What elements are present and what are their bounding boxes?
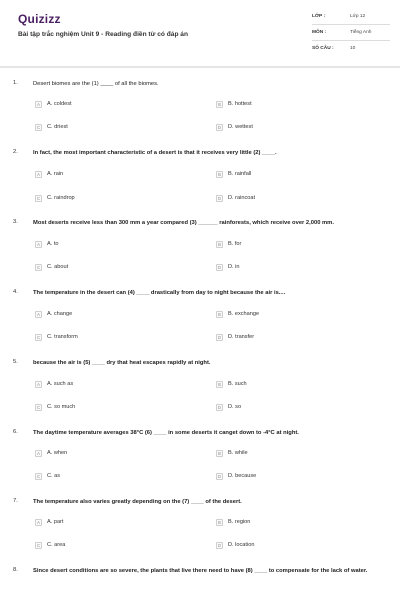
option-b[interactable] bbox=[216, 239, 241, 249]
question-text: In fact, the most important characteristic of a desert is that it receives very little (2) ____. bbox=[33, 150, 277, 156]
option-text: D. in bbox=[228, 264, 240, 270]
option-d[interactable] bbox=[216, 402, 241, 412]
option-key: B bbox=[216, 311, 223, 318]
worksheet-header bbox=[0, 0, 400, 60]
option-c[interactable] bbox=[35, 262, 68, 272]
option-key: D bbox=[217, 542, 222, 548]
question-number: 6. bbox=[13, 429, 18, 435]
worksheet-meta bbox=[312, 9, 390, 56]
option-text: B. exchange bbox=[228, 311, 260, 317]
option-key: C bbox=[36, 404, 41, 410]
option-text: D. location bbox=[228, 542, 255, 548]
option-text: D. transfer bbox=[228, 334, 255, 340]
option-d[interactable] bbox=[216, 332, 254, 342]
option-text: C. so much bbox=[47, 404, 76, 410]
option-b[interactable] bbox=[216, 309, 259, 319]
option-a[interactable] bbox=[35, 379, 73, 389]
option-key: C bbox=[36, 195, 41, 201]
option-d[interactable] bbox=[216, 262, 240, 272]
worksheet-title: Bài tập trắc nghiệm Unit 9 - Reading điền từ có đáp án bbox=[18, 31, 189, 38]
question-text: Since desert conditions are so severe, the plants that live there need to have (8) ____ to compensate for the lack of water. bbox=[33, 568, 368, 574]
option-key: A bbox=[35, 381, 42, 388]
option-key: A bbox=[35, 311, 42, 318]
option-text: C. transform bbox=[47, 334, 78, 340]
meta-row-class bbox=[312, 9, 390, 25]
question-text: The temperature also varies greatly depending on the (7) ____ of the desert. bbox=[33, 499, 242, 505]
option-text: C. as bbox=[47, 473, 61, 479]
option-a[interactable] bbox=[35, 99, 72, 109]
option-key: C bbox=[36, 473, 41, 479]
option-a[interactable] bbox=[35, 169, 63, 179]
question-text: The daytime temperature averages 38°C (6) ____ in some deserts it canget down to -4°C at night. bbox=[33, 430, 299, 436]
option-key: A bbox=[35, 171, 42, 178]
meta-label: LỚP : bbox=[312, 14, 326, 19]
option-d[interactable] bbox=[216, 122, 253, 132]
option-text: B. hottest bbox=[228, 101, 252, 107]
option-key: C bbox=[36, 542, 41, 548]
option-key: B bbox=[216, 241, 223, 248]
option-d[interactable] bbox=[216, 471, 256, 481]
option-b[interactable] bbox=[216, 379, 247, 389]
option-text: B. region bbox=[228, 519, 251, 525]
option-key: C bbox=[36, 264, 41, 270]
option-text: A. change bbox=[47, 311, 73, 317]
option-text: D. wettest bbox=[228, 124, 253, 130]
option-text: A. part bbox=[47, 519, 64, 525]
option-text: D. raincoat bbox=[228, 195, 256, 201]
option-b[interactable] bbox=[216, 517, 250, 527]
option-a[interactable] bbox=[35, 309, 72, 319]
meta-value: 10 bbox=[350, 46, 356, 51]
option-key: A bbox=[35, 101, 42, 108]
option-key: B bbox=[216, 450, 223, 457]
option-key: A bbox=[35, 241, 42, 248]
option-c[interactable] bbox=[35, 471, 60, 481]
meta-label: SỐ CÂU : bbox=[312, 46, 334, 51]
option-key: A bbox=[35, 450, 42, 457]
option-text: C. about bbox=[47, 264, 69, 270]
meta-value: Tiếng Anh bbox=[350, 30, 372, 35]
option-text: B. such bbox=[228, 381, 247, 387]
option-text: C. raindrop bbox=[47, 195, 75, 201]
option-text: D. because bbox=[228, 473, 257, 479]
option-key: D bbox=[217, 404, 222, 410]
option-key: A bbox=[35, 519, 42, 526]
option-key: B bbox=[216, 381, 223, 388]
option-text: B. while bbox=[228, 450, 248, 456]
option-b[interactable] bbox=[216, 169, 251, 179]
option-key: D bbox=[217, 264, 222, 270]
option-key: C bbox=[36, 124, 41, 130]
question-number: 8. bbox=[13, 567, 18, 573]
question-number: 4. bbox=[13, 289, 18, 295]
meta-row-count bbox=[312, 41, 390, 56]
option-text: A. rain bbox=[47, 171, 64, 177]
question-text: because the air is (5) ____ dry that heat escapes rapidly at night. bbox=[33, 360, 211, 366]
meta-row-subject bbox=[312, 25, 390, 41]
option-key: B bbox=[216, 519, 223, 526]
option-c[interactable] bbox=[35, 332, 78, 342]
option-key: B bbox=[216, 171, 223, 178]
option-text: A. coldest bbox=[47, 101, 72, 107]
question-number: 2. bbox=[13, 149, 18, 155]
option-text: C. driest bbox=[47, 124, 68, 130]
option-key: D bbox=[217, 473, 222, 479]
option-c[interactable] bbox=[35, 540, 65, 550]
option-a[interactable] bbox=[35, 448, 67, 458]
question-number: 7. bbox=[13, 498, 18, 504]
option-key: D bbox=[217, 334, 222, 340]
option-c[interactable] bbox=[35, 122, 68, 132]
option-text: A. such as bbox=[47, 381, 74, 387]
option-text: B. for bbox=[228, 241, 242, 247]
option-a[interactable] bbox=[35, 239, 59, 249]
option-c[interactable] bbox=[35, 402, 75, 412]
header-divider bbox=[0, 66, 400, 68]
option-text: C. area bbox=[47, 542, 66, 548]
question-number: 3. bbox=[13, 219, 18, 225]
option-d[interactable] bbox=[216, 193, 255, 203]
question-text: Most deserts receive less than 300 mm a year compared (3) ______ rainforests, which receive over 2,000 mm. bbox=[33, 220, 334, 226]
option-b[interactable] bbox=[216, 448, 248, 458]
quizizz-logo: Quizizz bbox=[18, 12, 61, 26]
option-a[interactable] bbox=[35, 517, 63, 527]
option-text: B. rainfall bbox=[228, 171, 252, 177]
meta-value: Lớp 12 bbox=[350, 14, 366, 19]
question-text: Desert biomes are the (1) ____ of all the biomes. bbox=[33, 81, 159, 87]
option-text: D. so bbox=[228, 404, 242, 410]
option-text: A. to bbox=[47, 241, 59, 247]
question-text: The temperature in the desert can (4) ____ drastically from day to night because the air is.... bbox=[33, 290, 286, 296]
question-number: 1. bbox=[13, 80, 18, 86]
option-key: C bbox=[36, 334, 41, 340]
option-key: B bbox=[216, 101, 223, 108]
option-text: A. when bbox=[47, 450, 68, 456]
option-c[interactable] bbox=[35, 193, 75, 203]
option-key: D bbox=[217, 124, 222, 130]
meta-label: MÔN : bbox=[312, 30, 327, 35]
option-key: D bbox=[217, 195, 222, 201]
question-number: 5. bbox=[13, 359, 18, 365]
option-b[interactable] bbox=[216, 99, 252, 109]
option-d[interactable] bbox=[216, 540, 254, 550]
